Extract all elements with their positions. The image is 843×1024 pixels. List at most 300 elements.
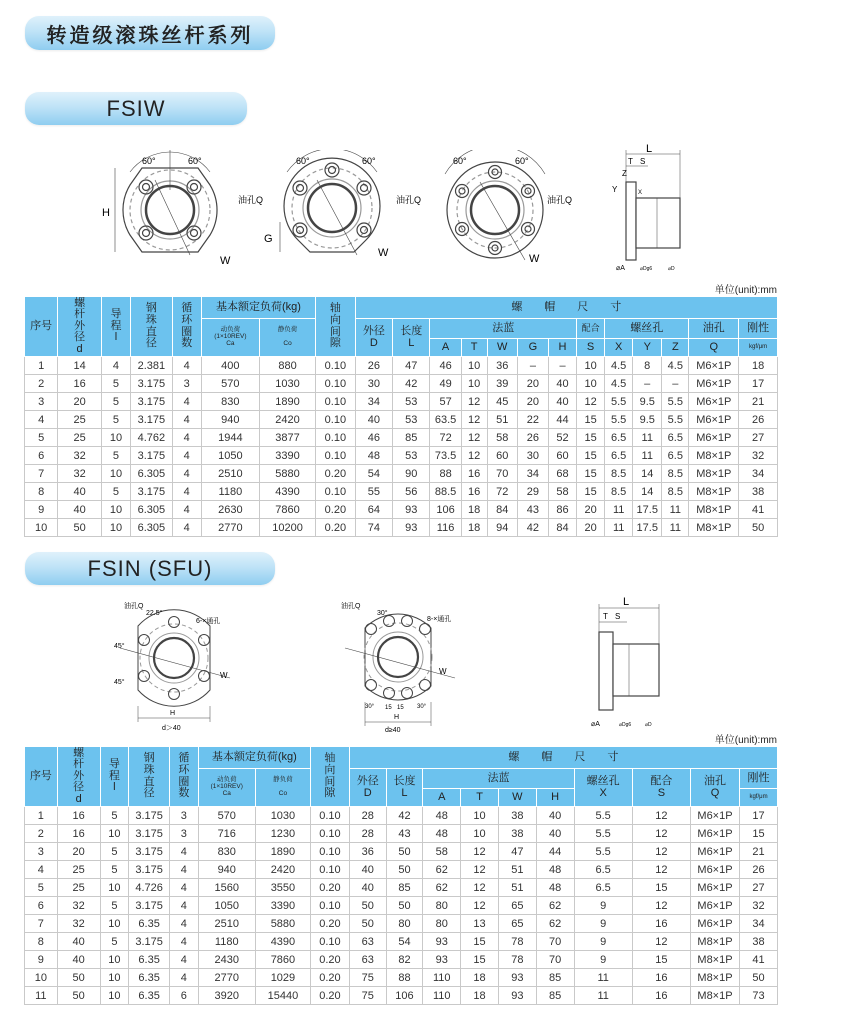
cell-K: 50 [740,969,778,987]
cell-X: 6.5 [574,879,632,897]
col-header-lead [100,747,129,807]
cell-A: 88.5 [430,483,461,501]
col-header-axial-play [316,297,356,357]
col-header-oil-hole: 油孔 [689,319,739,339]
cell-S: 12 [632,933,690,951]
fsin-flange-drawing-6-hole [110,598,250,738]
cell-A: 93 [423,933,461,951]
cell-Ca: 2430 [198,951,255,969]
col-header-screw-od [58,297,102,357]
cell-d: 32 [57,915,100,933]
cell-ball: 2.381 [131,357,173,375]
col-header-fit [632,769,690,807]
d-condition-label: d＞40 [162,725,181,732]
cell-W: 51 [487,411,517,429]
table-row [25,447,778,465]
holes-label: 8-×通孔 [427,616,452,623]
cell-W: 51 [498,879,536,897]
cell-X: 5.5 [574,825,632,843]
col-header-axial-play [311,747,350,807]
dim-w-label: W [378,247,389,259]
dim-s-label: S [615,612,621,621]
cell-Ca: 400 [201,357,259,375]
cell-L: 43 [386,825,423,843]
cell-H: 58 [549,483,577,501]
cell-Ca: 570 [198,807,255,825]
cell-H: 44 [549,411,577,429]
cell-Q: M6×1P [689,375,739,393]
col-header-od [349,769,386,807]
cell-S: 16 [632,915,690,933]
cell-circ: 4 [172,465,201,483]
hdr-char: 循 [181,302,193,315]
cell-Co: 1030 [259,375,315,393]
cell-Ca: 1180 [201,483,259,501]
cell-S: 12 [632,807,690,825]
col-header-screw-od [57,747,100,807]
cell-Z: 8.5 [662,465,689,483]
cell-S: 15 [577,411,605,429]
dim-t-label: T [603,612,608,621]
cell-W: 93 [498,987,536,1005]
cell-d: 40 [57,933,100,951]
cell-W: 51 [498,861,536,879]
hdr-char: 循 [178,752,190,765]
cell-S: 15 [577,429,605,447]
hdr-text: Q [710,786,720,799]
cell-L: 42 [386,807,423,825]
cell-K: 26 [739,411,778,429]
cell-Q: M6×1P [689,429,739,447]
cell-Q: M8×1P [689,447,739,465]
fsiw-side-view-drawing [610,140,710,275]
cell-d: 20 [58,393,102,411]
cell-X: 8.5 [605,483,633,501]
cell-X: 5.5 [605,393,633,411]
dim-l-label: L [623,596,630,608]
cell-l: 5 [100,933,129,951]
holes-label: 6-×通孔 [196,618,221,625]
cell-T: 16 [461,465,487,483]
table-row [25,933,778,951]
cell-Co: 1230 [255,825,310,843]
cell-circ: 3 [170,807,199,825]
table-row [25,897,778,915]
cell-L: 50 [386,861,423,879]
cell-L: 53 [393,411,430,429]
cell-H: – [549,357,577,375]
cell-Co: 10200 [259,519,315,537]
cell-no: 4 [25,861,58,879]
cell-l: 5 [100,861,129,879]
cell-no: 6 [25,897,58,915]
cell-ball: 4.726 [129,879,170,897]
col-header-length [393,319,430,357]
dim-h-label: H [394,714,400,721]
cell-H: 44 [536,843,574,861]
fsiw-spec-table [24,296,778,537]
table-row [25,969,778,987]
hdr-char: 径 [145,337,157,350]
hdr-text: Ca [226,339,235,347]
dim-a-label: ⌀A [616,265,625,272]
dim-z-label: Z [622,169,627,178]
hdr-char: 杆 [74,308,86,321]
col-header-w: W [498,789,536,807]
oil-hole-label: 油孔Q [341,603,361,610]
cell-no: 7 [25,915,58,933]
col-header-t: T [461,789,499,807]
cell-X: 9 [574,897,632,915]
cell-L: 90 [393,465,430,483]
cell-X: 8.5 [605,465,633,483]
col-header-od [355,319,392,357]
cell-ball: 6.35 [129,987,170,1005]
cell-A: 110 [423,987,461,1005]
cell-L: 93 [393,501,430,519]
cell-ball: 3.175 [131,483,173,501]
cell-W: 84 [487,501,517,519]
cell-circ: 6 [170,987,199,1005]
cell-S: 15 [577,465,605,483]
table-row [25,429,778,447]
hdr-char: 向 [324,763,336,776]
cell-play: 0.10 [316,411,356,429]
cell-D: 40 [355,411,392,429]
cell-Q: M6×1P [690,861,739,879]
cell-ball: 3.175 [129,807,170,825]
cell-Q: M8×1P [689,501,739,519]
cell-W: 45 [487,393,517,411]
cell-no: 8 [25,933,58,951]
dim-y-label: Y [612,185,618,194]
section-title-fsiw [25,92,247,125]
col-header-fit: 配合 [577,319,605,339]
cell-ball: 3.175 [131,393,173,411]
dim-l-label: L [646,143,653,155]
cell-l: 10 [100,987,129,1005]
cell-Q: M6×1P [689,393,739,411]
cell-T: 12 [461,861,499,879]
cell-no: 3 [25,393,58,411]
cell-circ: 4 [172,483,201,501]
cell-d: 50 [57,969,100,987]
cell-play: 0.10 [316,393,356,411]
hdr-text: 油孔 [704,774,726,787]
cell-ball: 4.762 [131,429,173,447]
cell-Ca: 940 [198,861,255,879]
hdr-char: 数 [178,787,190,800]
cell-Q: M8×1P [690,987,739,1005]
cell-Q: M6×1P [690,843,739,861]
cell-l: 10 [100,825,129,843]
hdr-char: l [113,781,116,794]
cell-T: 10 [461,807,499,825]
col-header-w: W [487,339,517,357]
col-header-flange: 法蓝 [423,769,574,789]
cell-H: 84 [549,519,577,537]
hdr-char: d [75,792,82,805]
hdr-text: 静负荷 [273,776,293,784]
cell-circ: 4 [170,879,199,897]
cell-L: 53 [393,393,430,411]
cell-L: 82 [386,951,423,969]
col-header-no: 序号 [25,297,58,357]
cell-d: 20 [57,843,100,861]
cell-ball: 6.35 [129,951,170,969]
cell-K: 34 [740,915,778,933]
cell-Co: 1030 [255,807,310,825]
cell-no: 1 [25,357,58,375]
cell-Ca: 2510 [198,915,255,933]
cell-Q: M8×1P [689,465,739,483]
cell-H: 62 [536,897,574,915]
cell-circ: 3 [172,375,201,393]
oil-hole-label: 油孔Q [547,195,573,205]
cell-D: 75 [349,969,386,987]
cell-D: 48 [355,447,392,465]
cell-Co: 15440 [255,987,310,1005]
cell-play: 0.10 [311,861,350,879]
cell-l: 10 [100,915,129,933]
cell-D: 28 [349,825,386,843]
cell-X: 5.5 [605,411,633,429]
cell-l: 5 [101,483,130,501]
fsin-table-body [25,807,778,1005]
cell-L: 85 [386,879,423,897]
cell-G: – [517,357,548,375]
cell-K: 17 [739,375,778,393]
angle-label: 15 [385,705,392,711]
cell-circ: 4 [170,969,199,987]
cell-G: 29 [517,483,548,501]
cell-ball: 3.175 [131,375,173,393]
dim-w-label: W [220,671,228,680]
cell-D: 30 [355,375,392,393]
cell-no: 10 [25,519,58,537]
cell-H: 70 [536,951,574,969]
cell-H: 40 [536,807,574,825]
hdr-char: 珠 [145,313,157,326]
cell-Co: 7860 [255,951,310,969]
cell-D: 46 [355,429,392,447]
cell-T: 12 [461,879,499,897]
cell-Ca: 2770 [201,519,259,537]
dim-x-label: X [638,190,643,196]
hdr-text: L [408,336,415,349]
cell-G: 26 [517,429,548,447]
cell-Ca: 830 [198,843,255,861]
cell-l: 5 [101,447,130,465]
cell-d: 16 [58,375,102,393]
cell-d: 50 [58,519,102,537]
cell-X: 6.5 [574,861,632,879]
cell-H: 70 [536,933,574,951]
cell-Y: 17.5 [633,501,662,519]
hdr-text: L [401,786,408,799]
hdr-text: Ca [222,789,231,797]
dim-d-label: ⌀D [668,266,675,272]
cell-circ: 4 [172,357,201,375]
col-header-nut-group: 螺 帽 尺 寸 [349,747,777,769]
cell-play: 0.20 [311,987,350,1005]
cell-Co: 1890 [255,843,310,861]
cell-Z: 11 [662,519,689,537]
col-header-flange: 法蓝 [430,319,577,339]
fsiw-table-body [25,357,778,537]
cell-l: 10 [101,519,130,537]
cell-no: 4 [25,411,58,429]
col-header-ball-dia [129,747,170,807]
hdr-text: 螺丝孔 [586,774,620,787]
cell-l: 10 [101,501,130,519]
hdr-text: S [657,786,666,799]
col-header-static-load [255,769,310,807]
fsiw-flange-drawing-2 [262,150,402,270]
angle-label: 30° [365,704,375,710]
cell-Q: M8×1P [690,933,739,951]
cell-T: 15 [461,933,499,951]
cell-no: 2 [25,825,58,843]
hdr-text: 长度 [393,774,416,787]
fsiw-flange-drawing-3 [425,150,565,270]
hdr-char: 隙 [329,337,341,350]
cell-Co: 1890 [259,393,315,411]
cell-play: 0.10 [311,843,350,861]
cell-T: 12 [461,393,487,411]
cell-K: 21 [739,393,778,411]
angle-label: 15 [397,705,404,711]
cell-X: 11 [605,501,633,519]
cell-play: 0.10 [311,897,350,915]
cell-no: 5 [25,879,58,897]
cell-A: 106 [430,501,461,519]
cell-Co: 1029 [255,969,310,987]
cell-Y: 8 [633,357,662,375]
cell-Ca: 1560 [198,879,255,897]
cell-no: 3 [25,843,58,861]
cell-Q: M6×1P [689,357,739,375]
angle-label: 22.5° [146,610,163,617]
cell-W: 39 [487,375,517,393]
fsin-flange-drawing-8-hole [335,598,475,738]
cell-Y: 14 [633,483,662,501]
hdr-char: 间 [329,325,341,338]
cell-T: 12 [461,447,487,465]
cell-circ: 4 [172,519,201,537]
cell-Y: 11 [633,447,662,465]
cell-D: 75 [349,987,386,1005]
col-header-y: Y [633,339,662,357]
cell-G: 20 [517,393,548,411]
cell-circ: 4 [172,501,201,519]
cell-X: 4.5 [605,357,633,375]
cell-K: 38 [740,933,778,951]
cell-Co: 2420 [259,411,315,429]
col-header-stiffness: 刚性 [739,319,778,339]
cell-d: 25 [57,879,100,897]
hdr-text: Co [283,339,292,347]
cell-Z: 11 [662,501,689,519]
cell-no: 5 [25,429,58,447]
cell-H: 68 [549,465,577,483]
cell-D: 54 [355,465,392,483]
cell-l: 10 [100,969,129,987]
angle-label: 60° [142,156,156,166]
fsin-unit-label: 单位(unit):mm [714,735,777,746]
cell-X: 9 [574,933,632,951]
cell-A: 88 [430,465,461,483]
angle-label: 60° [453,156,467,166]
cell-Q: M6×1P [690,879,739,897]
cell-S: 12 [632,861,690,879]
hdr-char: 径 [143,787,155,800]
angle-label: 60° [362,156,376,166]
cell-no: 8 [25,483,58,501]
cell-W: 70 [487,465,517,483]
cell-Ca: 1050 [198,897,255,915]
cell-ball: 6.35 [129,969,170,987]
col-header-lead [101,297,130,357]
hdr-char: 圈 [181,325,193,338]
col-header-static-load [259,319,315,357]
cell-T: 12 [461,843,499,861]
cell-d: 25 [57,861,100,879]
col-header-q: Q [689,339,739,357]
cell-Q: M6×1P [690,897,739,915]
cell-L: 56 [393,483,430,501]
hdr-char: 螺 [73,746,85,759]
cell-Q: M6×1P [690,915,739,933]
table-row [25,861,778,879]
cell-Z: 6.5 [662,447,689,465]
cell-play: 0.10 [311,933,350,951]
cell-circ: 4 [172,429,201,447]
hdr-text: D [363,786,372,799]
oil-hole-label: 油孔Q [396,195,422,205]
hdr-text: 动负荷 [216,776,237,784]
hdr-char: 环 [178,763,190,776]
table-row [25,879,778,897]
cell-L: 80 [386,915,423,933]
cell-Ca: 570 [201,375,259,393]
cell-D: 74 [355,519,392,537]
table-row [25,411,778,429]
hdr-char: 程 [108,769,120,782]
cell-G: 20 [517,375,548,393]
cell-play: 0.20 [311,879,350,897]
cell-T: 15 [461,951,499,969]
cell-ball: 3.175 [129,825,170,843]
cell-l: 5 [100,843,129,861]
cell-Co: 3550 [255,879,310,897]
angle-label: 60° [515,156,529,166]
cell-Ca: 2510 [201,465,259,483]
cell-K: 32 [740,897,778,915]
cell-no: 10 [25,969,58,987]
cell-ball: 3.175 [131,447,173,465]
angle-label: 60° [296,156,310,166]
cell-W: 47 [498,843,536,861]
table-row [25,483,778,501]
col-header-load-group: 基本额定负荷(kg) [198,747,310,769]
cell-l: 10 [100,951,129,969]
oil-hole-label: 油孔Q [124,603,144,610]
cell-A: 93 [423,951,461,969]
hdr-text: 外径 [362,324,385,337]
cell-Co: 7860 [259,501,315,519]
cell-l: 10 [101,465,130,483]
